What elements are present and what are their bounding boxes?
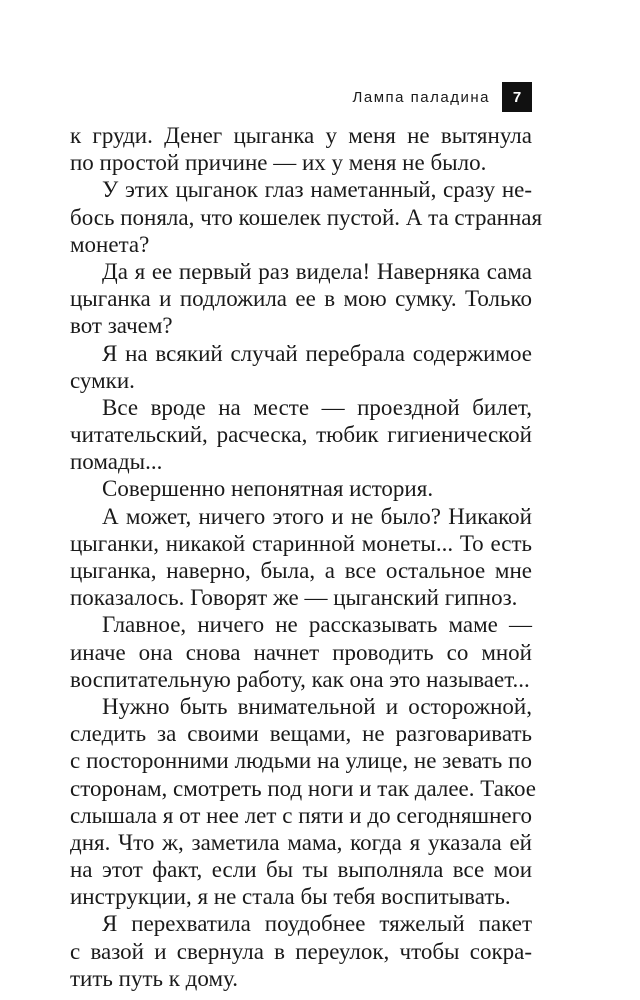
- text-line: вот зачем?: [70, 313, 173, 339]
- text-line: А может, ничего этого и не было? Никакой: [102, 503, 532, 529]
- text-line: Совершенно непонятная история.: [102, 476, 434, 502]
- text-line: Да я ее первый раз видела! Наверняка сама: [102, 258, 532, 284]
- text-line: Я на всякий случай перебрала содержимое: [102, 340, 532, 366]
- text-line: с вазой и свернула в переулок, чтобы сокра-: [70, 938, 532, 964]
- text-line: дня. Что ж, заметила мама, когда я указала ей: [70, 829, 532, 855]
- text-line: Все вроде на месте — проездной билет,: [102, 394, 532, 420]
- text-line: цыганки, никакой старинной монеты... То есть: [70, 530, 532, 556]
- text-line: монета?: [70, 231, 150, 257]
- text-line: читательский, расческа, тюбик гигиенической: [70, 422, 532, 448]
- text-line: иначе она снова начнет проводить со мной: [70, 639, 532, 665]
- page-header: [70, 82, 532, 112]
- text-line: следить за своими вещами, не разговаривать: [70, 721, 532, 747]
- text-line: с посторонними людьми на улице, не зевать по: [70, 748, 532, 774]
- text-line: слышала я от нее лет с пяти и до сегодняшнего: [70, 802, 532, 828]
- text-line: инструкции, я не стала бы тебя воспитывать.: [70, 884, 511, 910]
- text-line: Я перехватила поудобнее тяжелый пакет: [102, 911, 532, 937]
- text-line: цыганка, наверно, была, а все остальное мне: [70, 558, 532, 583]
- text-line: сумки.: [70, 367, 135, 393]
- page-number: 7: [502, 82, 532, 112]
- running-title: Лампа паладина: [352, 89, 490, 106]
- text-line: Нужно быть внимательной и осторожной,: [102, 693, 532, 719]
- text-line: сторонам, смотреть под ноги и так далее. Такое: [70, 775, 536, 801]
- text-line: на этот факт, если бы ты выполняла все мои: [70, 857, 532, 883]
- text-line: Главное, ничего не рассказывать маме —: [102, 612, 532, 638]
- text-line: помады...: [70, 449, 163, 475]
- text-line: показалось. Говорят же — цыганский гипноз.: [70, 585, 518, 611]
- body-text: [70, 122, 543, 992]
- text-line: к груди. Денег цыганка у меня не вытянула: [70, 123, 532, 148]
- text-line: бось поняла, что кошелек пустой. А та странная: [70, 204, 543, 230]
- text-line: У этих цыганок глаз наметанный, сразу не-: [102, 177, 532, 203]
- text-line: тить путь к дому.: [70, 965, 238, 991]
- text-line: воспитательную работу, как она это называет...: [70, 666, 530, 692]
- text-line: цыганка и подложила ее в мою сумку. Только: [70, 286, 532, 312]
- text-line: по простой причине — их у меня не было.: [70, 150, 487, 176]
